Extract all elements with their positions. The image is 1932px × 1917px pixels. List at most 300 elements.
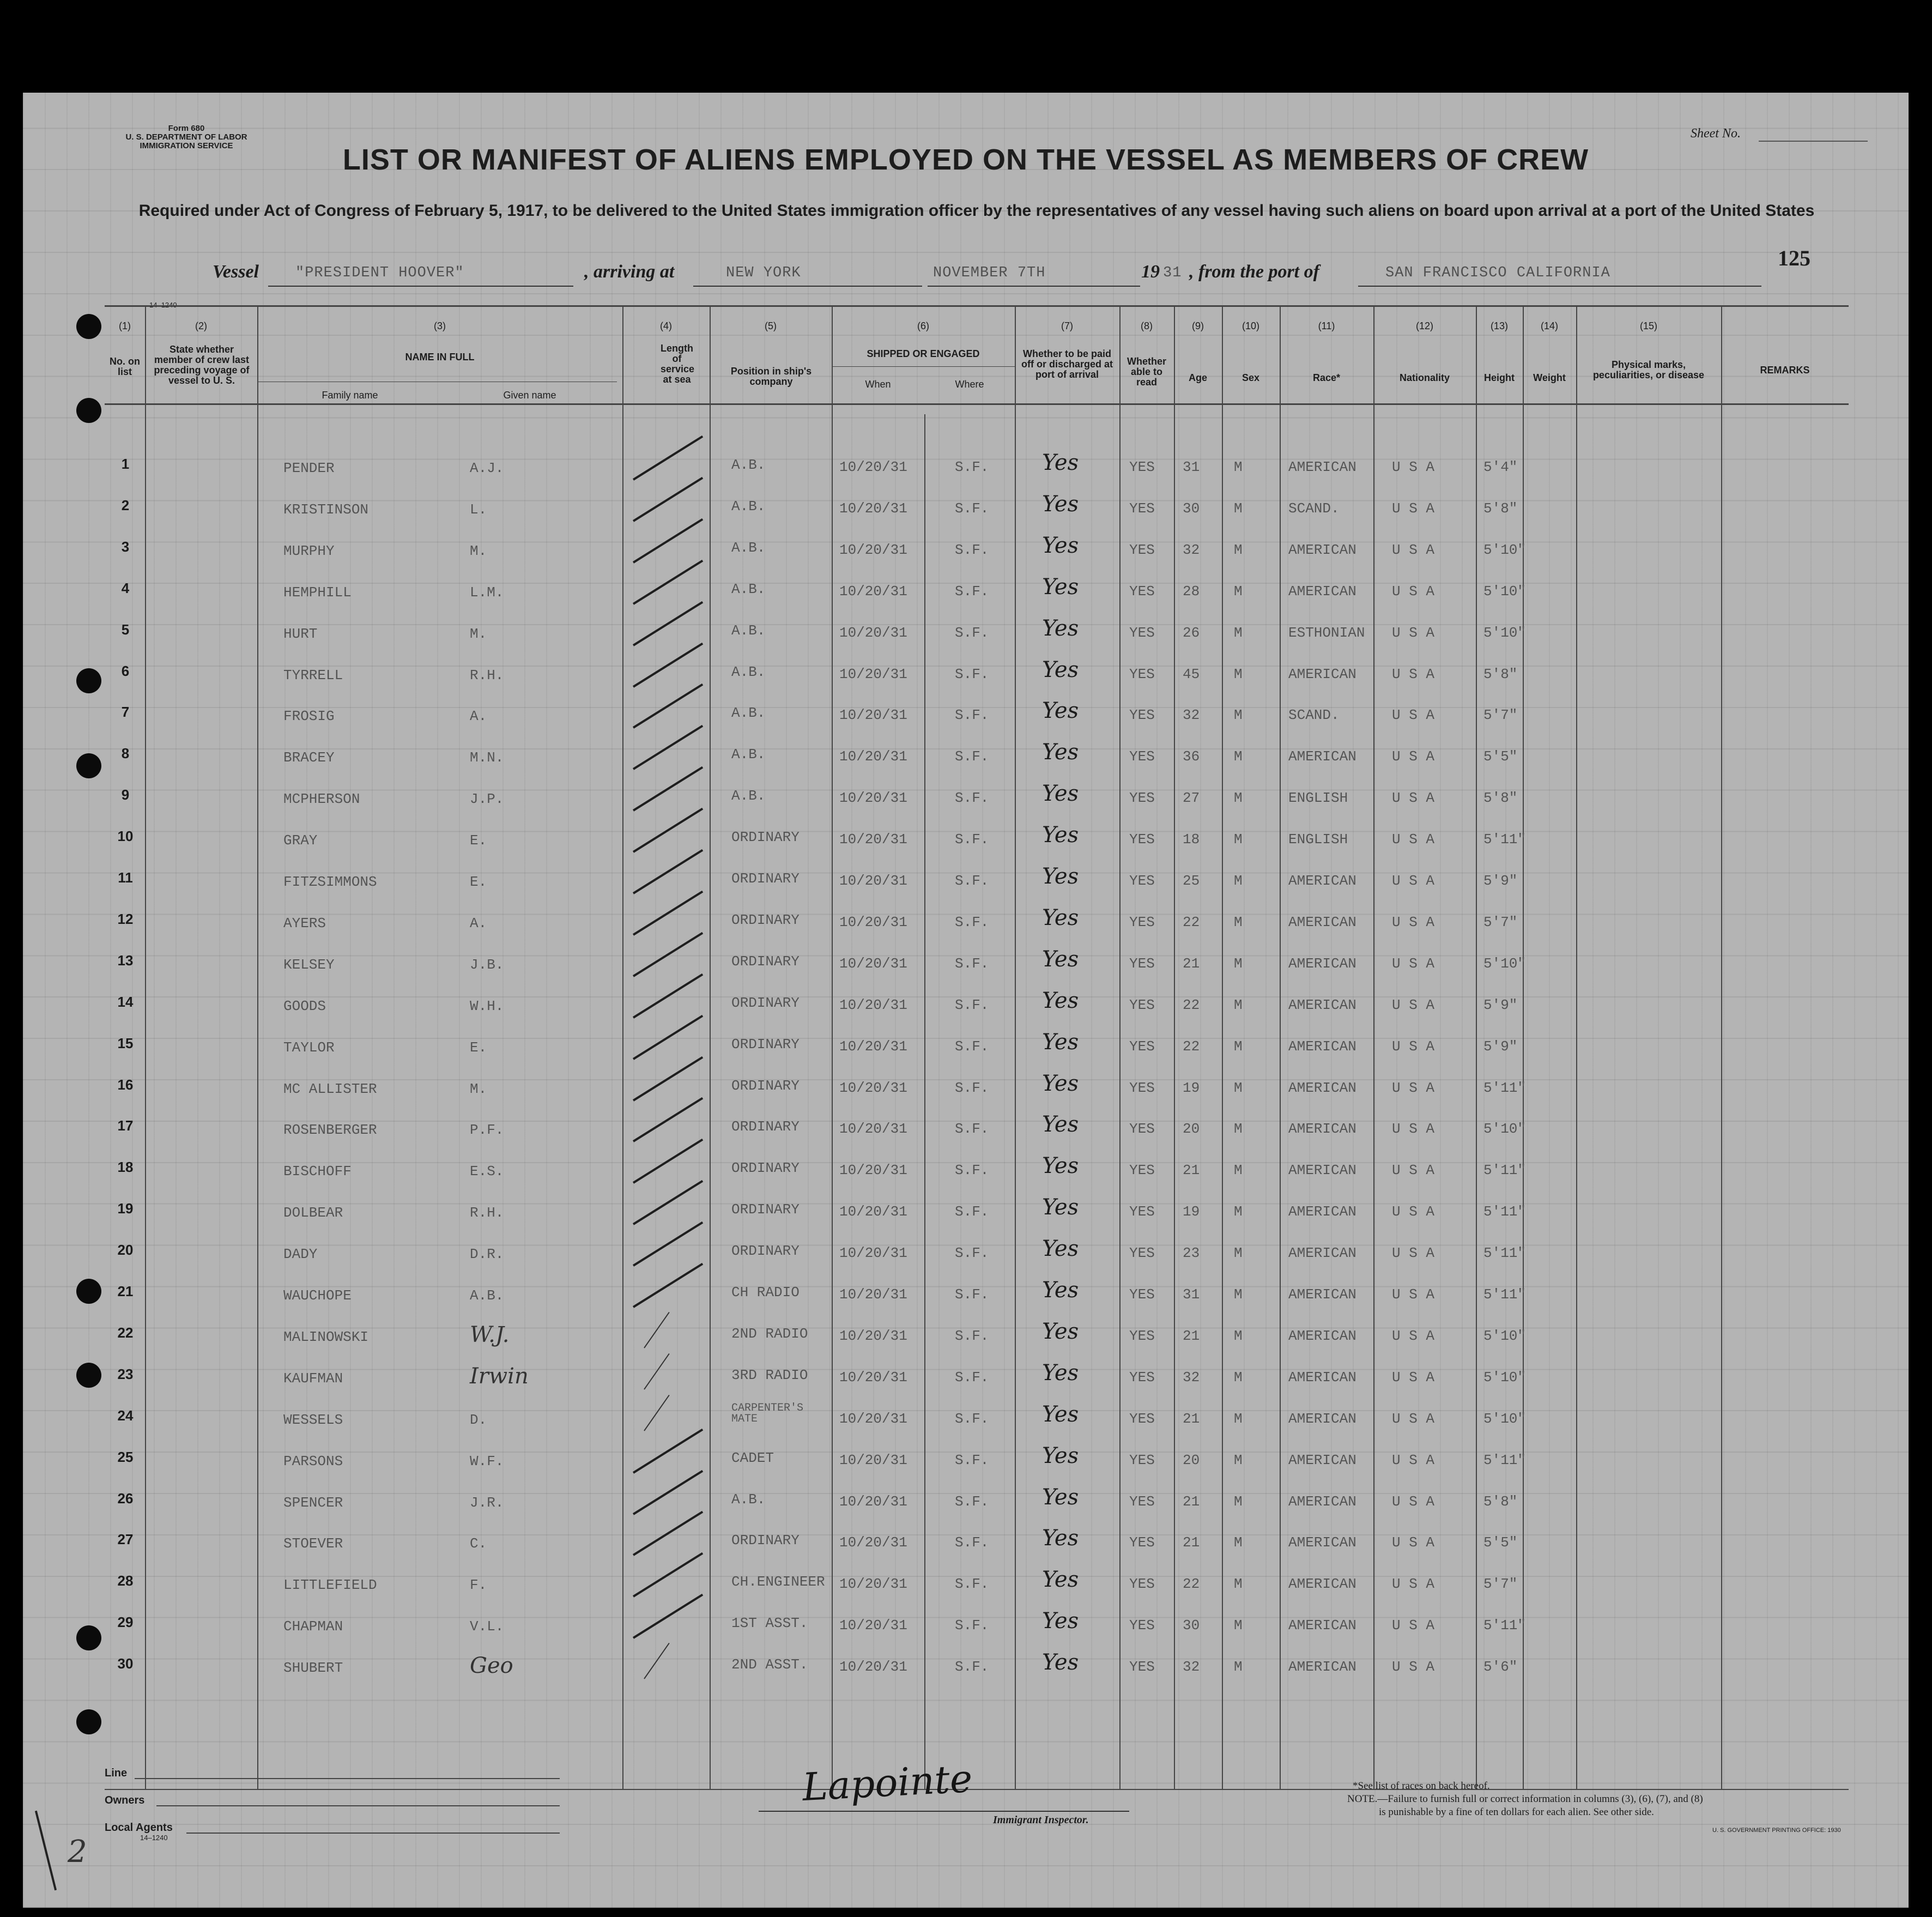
position: ORDINARY <box>731 994 800 1011</box>
race: AMERICAN <box>1288 583 1356 600</box>
nationality: U S A <box>1392 1245 1435 1262</box>
margin-scrawl <box>35 1811 57 1891</box>
footer-line-underline <box>135 1778 560 1779</box>
able-to-read: YES <box>1129 1617 1155 1634</box>
shipped-where: S.F. <box>955 748 989 765</box>
given-name: A. <box>470 915 487 932</box>
shipped-where: S.F. <box>955 1452 989 1468</box>
footer-local-agents-underline <box>186 1833 560 1834</box>
nationality: U S A <box>1392 1659 1435 1676</box>
able-to-read: YES <box>1129 873 1155 889</box>
year-prefix: 19 <box>1141 262 1160 282</box>
height: 5'10" <box>1483 1327 1527 1344</box>
race: AMERICAN <box>1288 996 1356 1013</box>
shipped-where: S.F. <box>955 1534 989 1551</box>
able-to-read: YES <box>1129 459 1155 475</box>
family-name: WESSELS <box>283 1411 343 1428</box>
able-to-read: YES <box>1129 914 1155 930</box>
nationality: U S A <box>1392 873 1435 889</box>
shipped-where: S.F. <box>955 1576 989 1593</box>
sex: M <box>1234 996 1243 1013</box>
able-to-read: YES <box>1129 541 1155 558</box>
shipped-when: 10/20/31 <box>839 1452 907 1468</box>
sex: M <box>1234 583 1243 600</box>
margin-mark: 2 <box>68 1834 87 1870</box>
nationality: U S A <box>1392 500 1435 517</box>
row-number: 17 <box>117 1117 134 1134</box>
position: ORDINARY <box>731 1532 800 1549</box>
col-rule <box>1280 306 1281 1789</box>
age: 23 <box>1183 1245 1200 1262</box>
col-rule <box>1721 306 1722 1789</box>
paid-off-answer: Yes <box>1042 1567 1079 1593</box>
shipped-where: S.F. <box>955 624 989 641</box>
nationality: U S A <box>1392 1617 1435 1634</box>
nationality: U S A <box>1392 996 1435 1013</box>
able-to-read: YES <box>1129 1410 1155 1427</box>
family-name: STOEVER <box>283 1535 343 1552</box>
height: 5'6" <box>1483 1659 1518 1676</box>
nationality: U S A <box>1392 1162 1435 1179</box>
given-name: M. <box>470 542 487 559</box>
position: A.B. <box>731 746 766 763</box>
col-rule <box>1576 306 1577 1789</box>
age: 22 <box>1183 1038 1200 1055</box>
able-to-read: YES <box>1129 1162 1155 1179</box>
shipped-when: 10/20/31 <box>839 1038 907 1055</box>
header-paid-off: Whether to be paid off or discharged at port of arrival <box>1021 348 1113 380</box>
service-check-mark <box>633 1139 703 1184</box>
position: A.B. <box>731 788 766 805</box>
able-to-read: YES <box>1129 500 1155 517</box>
position: ORDINARY <box>731 1160 800 1177</box>
shipped-when: 10/20/31 <box>839 1286 907 1303</box>
paid-off-answer: Yes <box>1042 1071 1079 1096</box>
height: 5'8" <box>1483 1493 1518 1510</box>
given-name: F. <box>470 1577 487 1594</box>
row-number: 21 <box>117 1283 134 1299</box>
shipped-when: 10/20/31 <box>839 1410 907 1427</box>
paid-off-answer: Yes <box>1042 864 1079 889</box>
given-name: E. <box>470 832 487 849</box>
header-nationality: Nationality <box>1399 372 1450 383</box>
row-number: 2 <box>121 497 130 513</box>
col-rule <box>1476 306 1477 1789</box>
sex: M <box>1234 459 1243 475</box>
sex: M <box>1234 1534 1243 1551</box>
family-name: CHAPMAN <box>283 1618 343 1635</box>
row-number: 27 <box>117 1531 134 1548</box>
given-name: M.N. <box>470 749 504 766</box>
race: AMERICAN <box>1288 1121 1356 1138</box>
shipped-where: S.F. <box>955 500 989 517</box>
nationality: U S A <box>1392 790 1435 807</box>
position: A.B. <box>731 457 766 473</box>
header-height: Height <box>1484 372 1515 383</box>
row-number: 18 <box>117 1159 134 1176</box>
race: SCAND. <box>1288 707 1340 724</box>
race: AMERICAN <box>1288 1534 1356 1551</box>
able-to-read: YES <box>1129 1079 1155 1096</box>
col-rule <box>924 414 925 1789</box>
age: 31 <box>1183 1286 1200 1303</box>
family-name: DOLBEAR <box>283 1205 343 1221</box>
given-name: J.B. <box>470 956 504 973</box>
position: ORDINARY <box>731 870 800 887</box>
header-when: When <box>865 379 891 390</box>
nationality: U S A <box>1392 1121 1435 1138</box>
punch-hole <box>76 753 101 778</box>
shipped-when: 10/20/31 <box>839 1327 907 1344</box>
sex: M <box>1234 1369 1243 1386</box>
paid-off-answer: Yes <box>1042 740 1079 765</box>
shipped-where: S.F. <box>955 541 989 558</box>
position: A.B. <box>731 663 766 680</box>
shipped-where: S.F. <box>955 873 989 889</box>
paid-off-answer: Yes <box>1042 1278 1079 1303</box>
sex: M <box>1234 1204 1243 1220</box>
col-number: (9) <box>1192 320 1204 331</box>
given-name: Geo <box>470 1653 513 1679</box>
col-number: (10) <box>1241 320 1259 331</box>
service-check-mark <box>633 1056 703 1101</box>
penalty-note-2: is punishable by a fine of ten dollars for each alien. See other side. <box>1379 1806 1654 1818</box>
sex: M <box>1234 500 1243 517</box>
shipped-where: S.F. <box>955 1121 989 1138</box>
family-name: MALINOWSKI <box>283 1328 369 1345</box>
from-port-label: , from the port of <box>1189 262 1319 282</box>
nationality: U S A <box>1392 748 1435 765</box>
shipped-where: S.F. <box>955 1327 989 1344</box>
age: 22 <box>1183 996 1200 1013</box>
family-name: FITZSIMMONS <box>283 874 377 890</box>
service-check-mark <box>633 1014 703 1060</box>
given-name: Irwin <box>470 1363 529 1389</box>
arriving-underline <box>693 286 922 287</box>
punch-hole <box>76 1625 101 1650</box>
family-name: KELSEY <box>283 956 335 973</box>
shipped-when: 10/20/31 <box>839 707 907 724</box>
shipped-where: S.F. <box>955 459 989 475</box>
col-number: (6) <box>917 320 929 331</box>
height: 5'7" <box>1483 1576 1518 1593</box>
sex: M <box>1234 748 1243 765</box>
service-check-mark <box>633 684 703 729</box>
row-number: 6 <box>121 662 130 679</box>
race: AMERICAN <box>1288 1493 1356 1510</box>
year-suffix: 31 <box>1163 265 1182 281</box>
row-number: 9 <box>121 787 130 803</box>
family-name: DADY <box>283 1246 318 1263</box>
height: 5'5" <box>1483 748 1518 765</box>
paid-off-answer: Yes <box>1042 905 1079 930</box>
shipped-when: 10/20/31 <box>839 1079 907 1096</box>
paid-off-answer: Yes <box>1042 574 1079 600</box>
shipped-when: 10/20/31 <box>839 624 907 641</box>
shipped-where: S.F. <box>955 914 989 930</box>
height: 5'10" <box>1483 624 1527 641</box>
header-state-whether: State whether member of crew last preceding voyage of vessel to U. S. <box>154 344 250 386</box>
able-to-read: YES <box>1129 996 1155 1013</box>
age: 19 <box>1183 1079 1200 1096</box>
race: AMERICAN <box>1288 748 1356 765</box>
from-port: SAN FRANCISCO CALIFORNIA <box>1385 265 1610 281</box>
height: 5'9" <box>1483 873 1518 889</box>
col-number: (3) <box>434 320 446 331</box>
height: 5'11" <box>1483 1204 1527 1220</box>
service-check-mark <box>633 1552 703 1598</box>
age: 27 <box>1183 790 1200 807</box>
able-to-read: YES <box>1129 1204 1155 1220</box>
shipped-where: S.F. <box>955 1369 989 1386</box>
service-check-mark <box>633 891 703 936</box>
sex: M <box>1234 873 1243 889</box>
able-to-read: YES <box>1129 1493 1155 1510</box>
able-to-read: YES <box>1129 1534 1155 1551</box>
paid-off-answer: Yes <box>1042 1401 1079 1427</box>
sex: M <box>1234 1121 1243 1138</box>
col-number: (13) <box>1490 320 1508 331</box>
service-check-mark <box>644 1643 670 1679</box>
family-name: AYERS <box>283 915 326 932</box>
shipped-when: 10/20/31 <box>839 666 907 682</box>
position: 2ND ASST. <box>731 1656 808 1673</box>
given-name: W.F. <box>470 1453 504 1470</box>
paid-off-answer: Yes <box>1042 1029 1079 1055</box>
row-number: 10 <box>117 828 134 845</box>
row-number: 12 <box>117 910 134 927</box>
race: AMERICAN <box>1288 1327 1356 1344</box>
age: 19 <box>1183 1204 1200 1220</box>
paid-off-answer: Yes <box>1042 823 1079 848</box>
row-number: 24 <box>117 1407 134 1424</box>
age: 25 <box>1183 873 1200 889</box>
paid-off-answer: Yes <box>1042 1195 1079 1220</box>
shipped-when: 10/20/31 <box>839 748 907 765</box>
sex: M <box>1234 914 1243 930</box>
age: 26 <box>1183 624 1200 641</box>
nationality: U S A <box>1392 624 1435 641</box>
race: SCAND. <box>1288 500 1340 517</box>
nationality: U S A <box>1392 831 1435 848</box>
nationality: U S A <box>1392 1327 1435 1344</box>
nationality: U S A <box>1392 583 1435 600</box>
shipped-where: S.F. <box>955 831 989 848</box>
paid-off-answer: Yes <box>1042 946 1079 972</box>
service-check-mark <box>633 601 703 646</box>
position: 2ND RADIO <box>731 1325 808 1342</box>
height: 5'9" <box>1483 996 1518 1013</box>
service-check-mark <box>633 560 703 605</box>
col-rule <box>710 306 711 1789</box>
col-rule <box>832 306 833 1789</box>
nationality: U S A <box>1392 914 1435 930</box>
paid-off-answer: Yes <box>1042 491 1079 517</box>
height: 5'8" <box>1483 666 1518 682</box>
nationality: U S A <box>1392 1410 1435 1427</box>
given-name: J.P. <box>470 791 504 808</box>
service-check-mark <box>633 518 703 564</box>
given-name: W.J. <box>470 1322 510 1347</box>
page-title: LIST OR MANIFEST OF ALIENS EMPLOYED ON THE VESSEL AS MEMBERS OF CREW <box>342 143 1589 176</box>
age: 22 <box>1183 914 1200 930</box>
given-name: M. <box>470 1080 487 1097</box>
service-check-mark <box>633 1180 703 1225</box>
age: 21 <box>1183 1534 1200 1551</box>
service-check-mark <box>633 642 703 687</box>
col-rule <box>622 306 623 1789</box>
shipped-where: S.F. <box>955 1204 989 1220</box>
inspector-signature: Lapointe <box>801 1756 974 1810</box>
paid-off-answer: Yes <box>1042 781 1079 807</box>
able-to-read: YES <box>1129 1038 1155 1055</box>
position: ORDINARY <box>731 1036 800 1053</box>
page-number: 125 <box>1778 246 1810 270</box>
row-number: 13 <box>117 952 134 969</box>
race: AMERICAN <box>1288 459 1356 475</box>
punch-hole <box>76 1709 101 1734</box>
nationality: U S A <box>1392 1079 1435 1096</box>
shipped-where: S.F. <box>955 707 989 724</box>
shipped-where: S.F. <box>955 583 989 600</box>
shipped-when: 10/20/31 <box>839 831 907 848</box>
nationality: U S A <box>1392 955 1435 972</box>
header-given-name: Given name <box>503 390 556 401</box>
able-to-read: YES <box>1129 748 1155 765</box>
race: ENGLISH <box>1288 831 1348 848</box>
row-number: 28 <box>117 1573 134 1589</box>
sex: M <box>1234 1038 1243 1055</box>
vessel-name: "PRESIDENT HOOVER" <box>295 265 464 281</box>
service-check-mark <box>633 766 703 812</box>
nationality: U S A <box>1392 707 1435 724</box>
paid-off-answer: Yes <box>1042 698 1079 724</box>
family-name: GOODS <box>283 997 326 1014</box>
race: AMERICAN <box>1288 1659 1356 1676</box>
inspector-label: Immigrant Inspector. <box>993 1814 1089 1826</box>
nationality: U S A <box>1392 1452 1435 1468</box>
able-to-read: YES <box>1129 707 1155 724</box>
penalty-note-1: NOTE.—Failure to furnish full or correct information in columns (3), (6), (7), and (8) <box>1347 1793 1703 1805</box>
page-subtitle: Required under Act of Congress of February 5, 1917, to be delivered to the United States immigration officer by the representatives of any vessel having such aliens on board upon arrival at a port of the United States <box>138 202 1815 220</box>
col-rule <box>1523 306 1524 1789</box>
col-rule <box>257 306 258 1789</box>
age: 32 <box>1183 1659 1200 1676</box>
from-underline <box>1358 286 1761 287</box>
shipped-where: S.F. <box>955 790 989 807</box>
position: 3RD RADIO <box>731 1366 808 1383</box>
shipped-when: 10/20/31 <box>839 1162 907 1179</box>
col-number: (15) <box>1639 320 1657 331</box>
paid-off-answer: Yes <box>1042 1443 1079 1468</box>
paid-off-answer: Yes <box>1042 1650 1079 1676</box>
family-name: PENDER <box>283 460 335 476</box>
height: 5'11" <box>1483 1245 1527 1262</box>
position: CH.ENGINEER <box>731 1574 825 1591</box>
age: 21 <box>1183 955 1200 972</box>
age: 45 <box>1183 666 1200 682</box>
row-number: 23 <box>117 1365 134 1382</box>
paid-off-answer: Yes <box>1042 988 1079 1013</box>
able-to-read: YES <box>1129 1576 1155 1593</box>
header-where: Where <box>955 379 984 390</box>
punch-hole <box>76 668 101 693</box>
able-to-read: YES <box>1129 1327 1155 1344</box>
family-name: MC ALLISTER <box>283 1080 377 1097</box>
nationality: U S A <box>1392 666 1435 682</box>
paid-off-answer: Yes <box>1042 1608 1079 1634</box>
nationality: U S A <box>1392 1286 1435 1303</box>
header-length-of-service: Length of service at sea <box>661 343 695 385</box>
height: 5'4" <box>1483 459 1518 475</box>
position: CARPENTER'S MATE <box>731 1401 804 1425</box>
height: 5'9" <box>1483 1038 1518 1055</box>
paid-off-answer: Yes <box>1042 533 1079 558</box>
row-number: 29 <box>117 1614 134 1631</box>
col-rule <box>1373 306 1374 1789</box>
height: 5'11" <box>1483 831 1527 848</box>
paid-off-answer: Yes <box>1042 1153 1079 1179</box>
col-rule <box>1015 306 1016 1789</box>
age: 30 <box>1183 1617 1200 1634</box>
family-name: GRAY <box>283 832 318 849</box>
header-able-to-read: Whether able to read <box>1127 356 1166 388</box>
height: 5'11" <box>1483 1452 1527 1468</box>
col-number: (1) <box>119 320 131 331</box>
sex: M <box>1234 1079 1243 1096</box>
service-name: IMMIGRATION SERVICE <box>140 141 233 150</box>
row-number: 16 <box>117 1076 134 1093</box>
family-name: PARSONS <box>283 1453 343 1470</box>
position: ORDINARY <box>731 1077 800 1094</box>
race-note: *See list of races on back hereof. <box>1353 1780 1490 1792</box>
given-name: C. <box>470 1535 487 1552</box>
row-number: 11 <box>118 869 133 886</box>
family-name: MCPHERSON <box>283 791 360 808</box>
footer-owners-underline <box>156 1805 560 1806</box>
height: 5'10" <box>1483 583 1527 600</box>
age: 32 <box>1183 541 1200 558</box>
service-check-mark <box>633 1511 703 1556</box>
family-name: TAYLOR <box>283 1039 335 1056</box>
sex: M <box>1234 1576 1243 1593</box>
header-age: Age <box>1188 372 1207 383</box>
sex: M <box>1234 1493 1243 1510</box>
service-check-mark <box>633 932 703 977</box>
family-name: BISCHOFF <box>283 1163 352 1180</box>
shipped-where: S.F. <box>955 996 989 1013</box>
col-number: (2) <box>195 320 207 331</box>
race: AMERICAN <box>1288 1245 1356 1262</box>
height: 5'10" <box>1483 955 1527 972</box>
shipped-where: S.F. <box>955 1659 989 1676</box>
nationality: U S A <box>1392 1534 1435 1551</box>
service-check-mark <box>633 725 703 770</box>
able-to-read: YES <box>1129 831 1155 848</box>
race: AMERICAN <box>1288 1286 1356 1303</box>
age: 20 <box>1183 1121 1200 1138</box>
family-name: TYRRELL <box>283 667 343 684</box>
service-check-mark <box>644 1353 670 1390</box>
height: 5'8" <box>1483 790 1518 807</box>
height: 5'11" <box>1483 1617 1527 1634</box>
shipped-when: 10/20/31 <box>839 1617 907 1634</box>
header-remarks: REMARKS <box>1760 365 1810 376</box>
col-rule <box>1174 306 1175 1789</box>
sex: M <box>1234 1245 1243 1262</box>
sex: M <box>1234 1659 1243 1676</box>
able-to-read: YES <box>1129 1452 1155 1468</box>
